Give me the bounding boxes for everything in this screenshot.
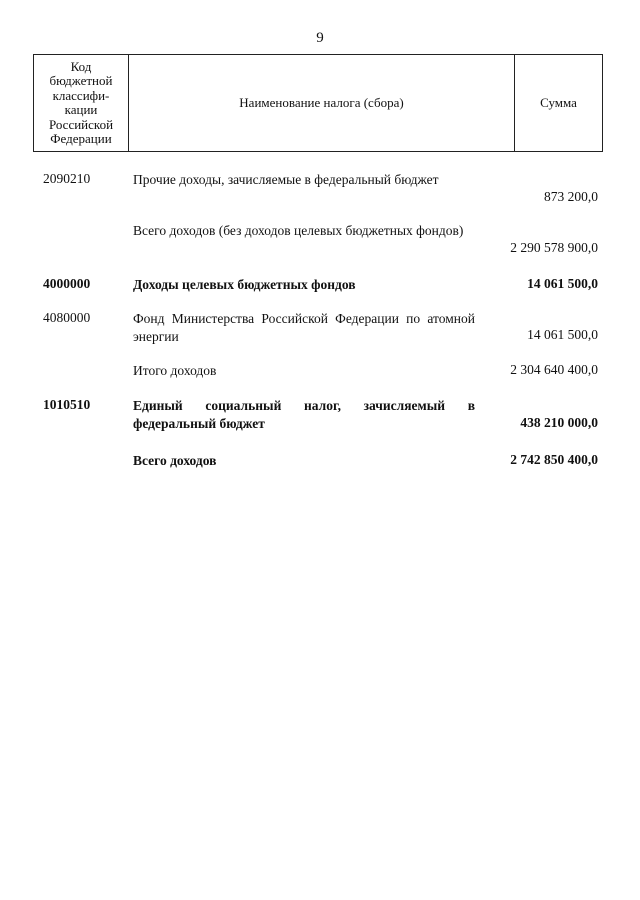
row-code: 2090210 bbox=[43, 171, 91, 186]
page-number: 9 bbox=[316, 30, 324, 46]
row-name: Прочие доходы, зачисляемые в федеральный бюджет bbox=[133, 172, 439, 187]
row-amount: 2 304 640 400,0 bbox=[510, 362, 598, 377]
row-amount: 14 061 500,0 bbox=[527, 276, 598, 291]
row-name: Единый социальный налог, зачисляемый в федеральный бюджет bbox=[133, 398, 475, 431]
row-code: 4000000 bbox=[43, 276, 91, 291]
table-header bbox=[33, 54, 603, 152]
row-code: 4080000 bbox=[43, 310, 91, 325]
row-amount: 14 061 500,0 bbox=[527, 327, 598, 342]
row-name: Фонд Министерства Российской Федерации по атомной энергии bbox=[133, 311, 475, 344]
row-name: Всего доходов (без доходов целевых бюджетных фондов) bbox=[133, 223, 464, 238]
row-amount: 438 210 000,0 bbox=[520, 415, 598, 430]
header-code: Код бюджетной классифи- кации Российской Федерации bbox=[34, 55, 129, 151]
row-amount: 2 290 578 900,0 bbox=[510, 240, 598, 255]
header-sum: Сумма bbox=[540, 95, 577, 110]
row-name: Итого доходов bbox=[133, 363, 217, 378]
header-name: Наименование налога (сбора) bbox=[129, 55, 515, 151]
row-name: Всего доходов bbox=[133, 453, 217, 468]
row-name: Доходы целевых бюджетных фондов bbox=[133, 277, 356, 292]
row-amount: 2 742 850 400,0 bbox=[510, 452, 598, 467]
row-amount: 873 200,0 bbox=[544, 189, 598, 204]
row-code: 1010510 bbox=[43, 397, 91, 412]
